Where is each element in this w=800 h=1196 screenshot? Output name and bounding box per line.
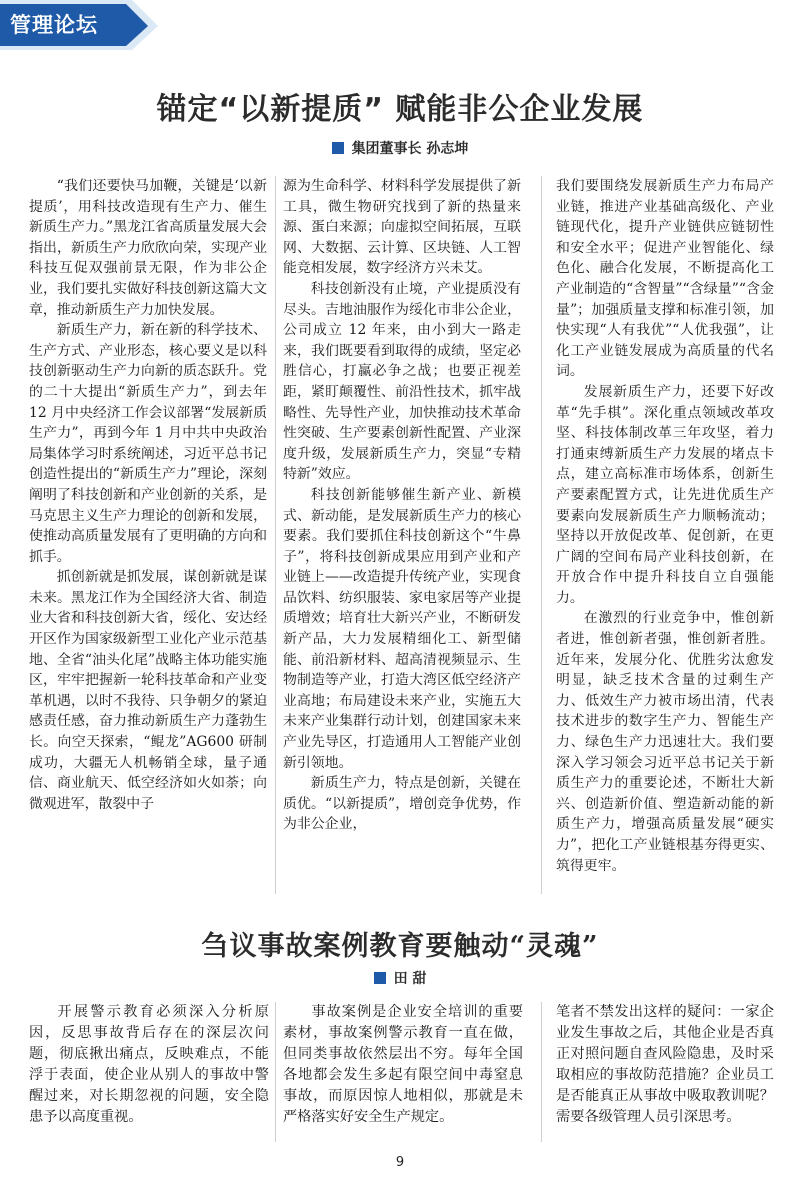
column-divider <box>541 176 542 894</box>
article2-column-1 <box>29 1002 269 1128</box>
article1-column-2 <box>283 176 521 835</box>
article2-column-2 <box>283 1002 523 1128</box>
section-tab <box>0 0 158 50</box>
article1-author: 集团董事长 孙志坤 <box>351 141 469 157</box>
article2-byline <box>0 968 800 988</box>
article2-column-3 <box>556 1002 774 1128</box>
article2-title: 刍议事故案例教育要触动“灵魂” <box>201 931 599 962</box>
byline-square-icon <box>374 972 386 984</box>
paragraph: “我们还要快马加鞭，关键是‘以新提质’，用科技改造现有生产力、催生新质生产力。”黑龙江省高质量发展大会指出，新质生产力欣欣向荣，实现产业科技互促双强前景无限，作为非公企业，我们要扎实做好科技创新这篇大文章，推动新质生产力加快发展。 <box>29 178 267 318</box>
paragraph: 科技创新没有止境，产业提质没有尽头。吉地油服作为绥化市非公企业，公司成立 12 年来，由小到大一路走来，我们既要看到取得的成绩，坚定必胜信心，打赢必争之战；也要正视差距，紧盯颠覆性、前沿性技术，抓牢战略性、先导性产业，加快推动技术革命性突破、生产要素创新性配置、产业深度升级，发展新质生产力，突显“专精特新”效应。 <box>283 280 521 483</box>
column-divider <box>275 176 276 894</box>
article1-column-1 <box>29 176 267 814</box>
column-divider <box>275 1002 276 1142</box>
paragraph: 在激烈的行业竞争中，惟创新者进，惟创新者强，惟创新者胜。近年来，发展分化、优胜劣汰愈发明显，缺乏技术含量的过剩生产力、低效生产力被市场出清，代表技术进步的数字生产力、智能生产力、绿色生产力迅速壮大。我们要深入学习领会习近平总书记关于新质生产力的重要论述，不断壮大新兴、创造新价值、塑造新动能的新质生产力，增强高质量发展“硬实力”，把化工产业链根基夯得更实、筑得更牢。 <box>556 610 774 874</box>
article2-author: 田 甜 <box>393 971 427 987</box>
article1-title: 锚定“以新提质” 赋能非公企业发展 <box>156 92 644 127</box>
paragraph: 源为生命科学、材料科学发展提供了新工具，微生物研究找到了新的热量来源、蛋白来源；向虚拟空间拓展，互联网、大数据、云计算、区块链、人工智能竞相发展，数字经济方兴未艾。 <box>283 178 521 277</box>
paragraph: 科技创新能够催生新产业、新模式、新动能，是发展新质生产力的核心要素。我们要抓住科技创新这个“牛鼻子”，将科技创新成果应用到产业和产业链上——改造提升传统产业，实现食品饮料、纺织服装、家电家居等产业提质增效；培育壮大新兴产业，不断研发新产品，大力发展精细化工、新型储能、前沿新材料、超高清视频显示、生物制造等产业，打造大湾区低空经济产业高地；布局建设未来产业，实施五大未来产业集群行动计划，创建国家未来产业先导区，打造通用人工智能产业创新引领地。 <box>283 486 521 771</box>
column-divider <box>541 1002 542 1142</box>
paragraph: 抓创新就是抓发展，谋创新就是谋未来。黑龙江作为全国经济大省、制造业大省和科技创新大省，绥化、安达经开区作为国家级新型工业化产业示范基地、全省“油头化尾”战略主体功能实施区，牢牢把握新一轮科技革命和产业变革机遇，以时不我待、只争朝夕的紧迫感责任感，奋力推动新质生产力蓬勃生长。向空天探索，“鲲龙”AG600 研制成功，大疆无人机畅销全球，量子通信、商业航天、低空经济如火如荼；向微观进军，散裂中子 <box>29 569 267 812</box>
article1-byline <box>0 138 800 158</box>
paragraph: 新质生产力，新在新的科学技术、生产方式、产业形态，核心要义是以科技创新驱动生产力向新的质态跃升。党的二十大提出“新质生产力”，到去年 12 月中央经济工作会议部署“发展新质生产力”，再到今年 1 月中共中央政治局集体学习时系统阐述，习近平总书记创造性提出的“新质生产力”理论，深刻阐明了科技创新和产业创新的关系，是马克思主义生产力理论的创新和发展，使推动高质量发展有了更明确的方向和抓手。 <box>29 322 267 565</box>
byline-square-icon <box>332 142 344 154</box>
paragraph: 笔者不禁发出这样的疑问：一家企业发生事故之后，其他企业是否真正对照问题自查风险隐患，及时采取相应的事故防范措施？企业员工是否能真正从事故中吸取教训呢？需要各级管理人员引深思考。 <box>556 1004 774 1125</box>
paragraph: 新质生产力，特点是创新，关键在质优。“以新提质”，增创竞争优势，作为非公企业， <box>283 775 521 833</box>
paragraph: 开展警示教育必须深入分析原因，反思事故背后存在的深层次问题，彻底揪出痛点，反映难点，不能浮于表面，使企业从别人的事故中警醒过来，对长期忽视的问题，安全隐患予以高度重视。 <box>29 1004 269 1125</box>
paragraph: 事故案例是企业安全培训的重要素材，事故案例警示教育一直在做，但同类事故依然层出不穷。每年全国各地都会发生多起有限空间中毒窒息事故，而原因惊人地相似，那就是未严格落实好安全生产规定。 <box>283 1004 523 1125</box>
article1-column-3 <box>556 176 774 876</box>
paragraph: 发展新质生产力，还要下好改革“先手棋”。深化重点领域改革攻坚、科技体制改革三年攻坚，着力打通束缚新质生产力发展的堵点卡点，建立高标准市场体系，创新生产要素配置方式，让先进优质生产要素向发展新质生产力顺畅流动；坚持以开放促改革、促创新，在更广阔的空间布局产业科技创新，在开放合作中提升科技自立自强能力。 <box>556 383 774 606</box>
section-tab-label: 管理论坛 <box>10 13 98 37</box>
page-number: 9 <box>395 1155 405 1170</box>
paragraph: 我们要围绕发展新质生产力布局产业链，推进产业基础高级化、产业链现代化，提升产业链供应链韧性和安全水平；促进产业智能化、绿色化、融合化发展，不断提高化工产业制造的“含智量”“含绿量”“含金量”；加强质量支撑和标准引领，加快实现“人有我优”“人优我强”，让化工产业链发展成为高质量的代名词。 <box>556 178 774 380</box>
